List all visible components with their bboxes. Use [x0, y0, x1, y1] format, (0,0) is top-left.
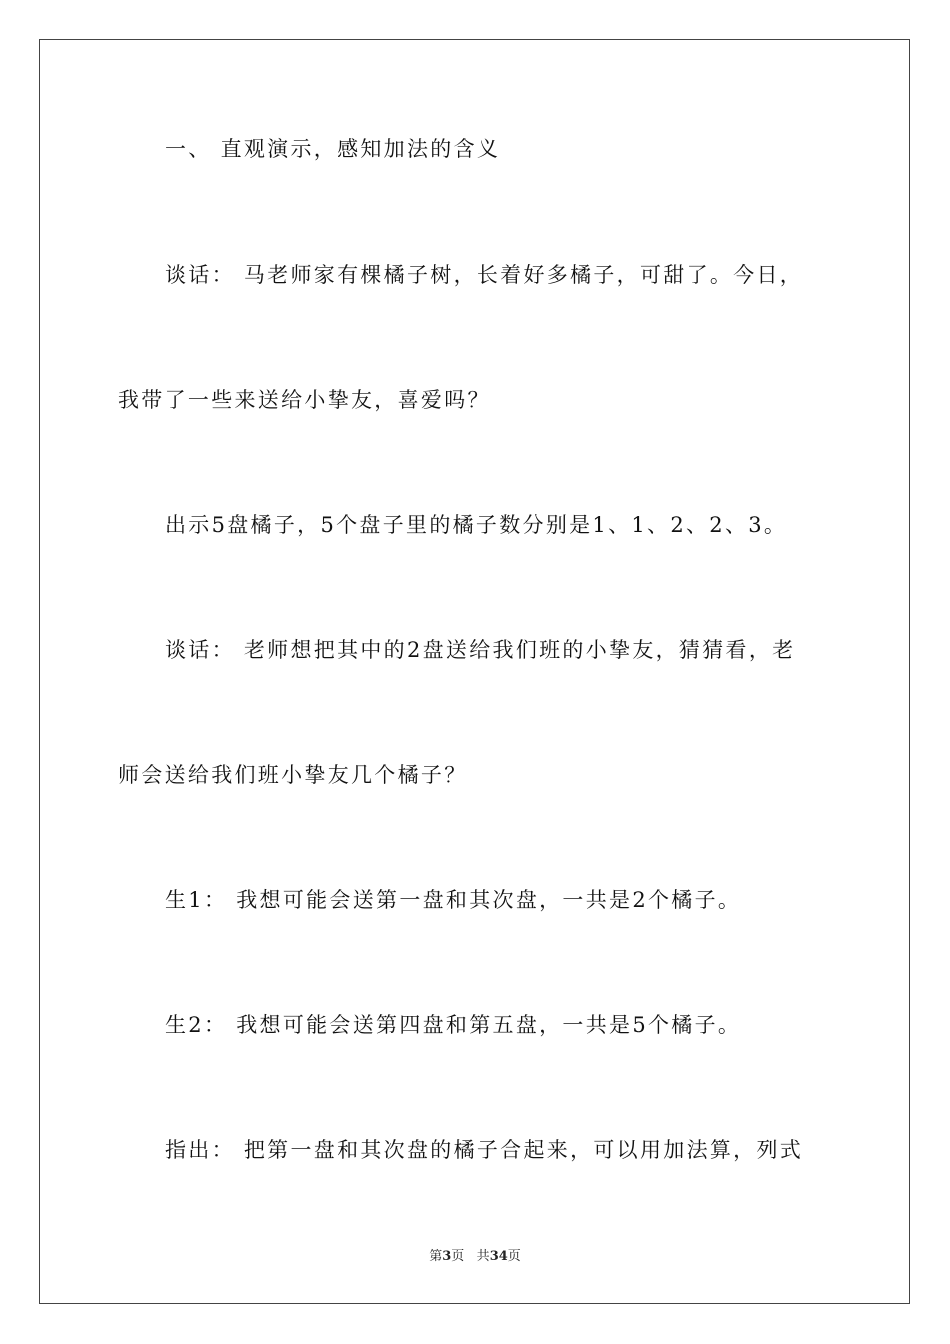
- paragraph-line: 我带了一些来送给小挚友，喜爱吗？: [118, 388, 491, 412]
- footer-total-prefix: 共: [476, 1249, 490, 1264]
- footer-prefix: 第: [429, 1249, 443, 1264]
- footer-total-suffix: 页: [507, 1249, 521, 1264]
- paragraph-line: 谈话： 老师想把其中的2盘送给我们班的小挚友，猜猜看，老: [165, 638, 796, 662]
- paragraph-line: 生1： 我想可能会送第一盘和其次盘，一共是2个橘子。: [165, 888, 742, 912]
- paragraph-line: 师会送给我们班小挚友几个橘子？: [118, 763, 468, 787]
- page-border: [39, 39, 910, 1304]
- paragraph-line: 出示5盘橘子，5个盘子里的橘子数分别是1、1、2、2、3。: [165, 513, 788, 537]
- page-footer: [0, 1248, 950, 1266]
- paragraph-line: 生2： 我想可能会送第四盘和第五盘，一共是5个橘子。: [165, 1013, 742, 1037]
- paragraph-line: 谈话： 马老师家有棵橘子树，长着好多橘子，可甜了。今日，: [165, 263, 804, 287]
- paragraph-line: 指出： 把第一盘和其次盘的橘子合起来，可以用加法算，列式: [165, 1138, 804, 1162]
- footer-page-suffix: 页: [451, 1249, 465, 1264]
- current-page-number: 3: [442, 1249, 452, 1264]
- heading-line: 一、 直观演示，感知加法的含义: [165, 137, 501, 161]
- total-pages-number: 34: [489, 1249, 508, 1264]
